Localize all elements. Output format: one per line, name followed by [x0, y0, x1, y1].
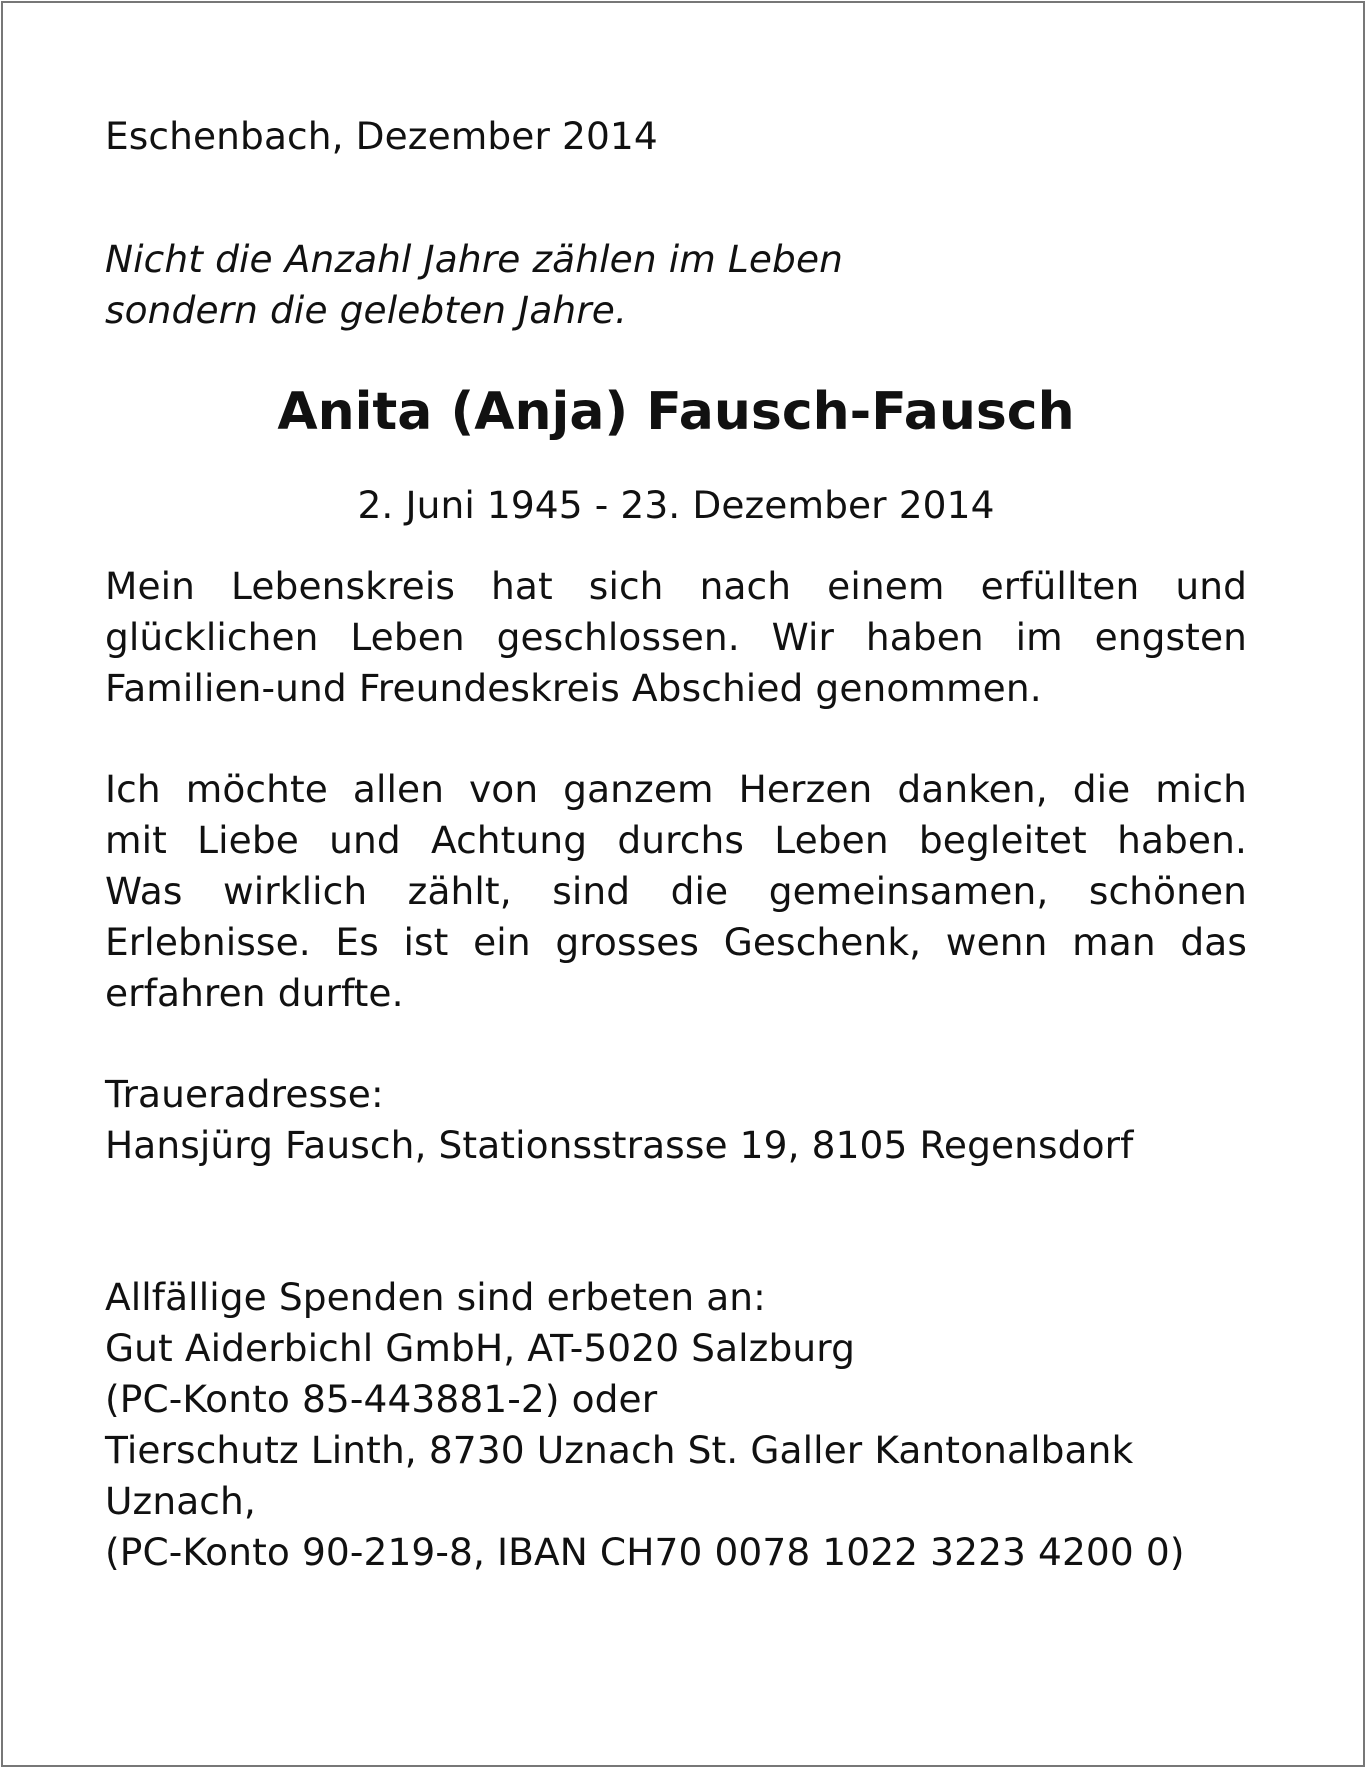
donations-line: (PC-Konto 90-219-8, IBAN CH70 0078 1022 3223 4200 0)	[105, 1530, 1185, 1574]
paragraph-farewell	[105, 561, 1247, 714]
paragraph-line: Erlebnisse. Es ist ein grosses Geschenk, wenn man das	[105, 920, 1247, 964]
paragraph-line: mit Liebe und Achtung durchs Leben begleitet haben.	[105, 818, 1247, 862]
paragraph-line: Familien-und Freundeskreis Abschied genommen.	[105, 666, 1042, 710]
donations-line: Tierschutz Linth, 8730 Uznach St. Galler Kantonalbank	[105, 1428, 1134, 1472]
donations-line: Allfällige Spenden sind erbeten an:	[105, 1275, 766, 1319]
donations-line: (PC-Konto 85-443881-2) oder	[105, 1377, 658, 1421]
obituary-content	[105, 111, 1247, 1578]
donations-block	[105, 1272, 1247, 1578]
document-page	[1, 1, 1365, 1767]
motto-line-1: Nicht die Anzahl Jahre zählen im Leben	[105, 237, 843, 281]
paragraph-line: Mein Lebenskreis hat sich nach einem erfüllten und	[105, 564, 1247, 608]
mourning-address-value: Hansjürg Fausch, Stationsstrasse 19, 8105 Regensdorf	[105, 1123, 1134, 1167]
mourning-address	[105, 1069, 1247, 1171]
place-date: Eschenbach, Dezember 2014	[105, 114, 658, 158]
donations-line: Uznach,	[105, 1479, 256, 1523]
paragraph-line: Was wirklich zählt, sind die gemeinsamen, schönen	[105, 869, 1247, 913]
paragraph-line: erfahren durfte.	[105, 971, 404, 1015]
paragraph-thanks	[105, 764, 1247, 1019]
donations-line: Gut Aiderbichl GmbH, AT-5020 Salzburg	[105, 1326, 856, 1370]
life-dates: 2. Juni 1945 - 23. Dezember 2014	[357, 483, 995, 527]
paragraph-line: glücklichen Leben geschlossen. Wir haben im engsten	[105, 615, 1247, 659]
mourning-address-label: Traueradresse:	[105, 1072, 384, 1116]
deceased-name: Anita (Anja) Fausch-Fausch	[277, 382, 1075, 442]
paragraph-line: Ich möchte allen von ganzem Herzen danken, die mich	[105, 767, 1247, 811]
motto-line-2: sondern die gelebten Jahre.	[105, 288, 627, 332]
